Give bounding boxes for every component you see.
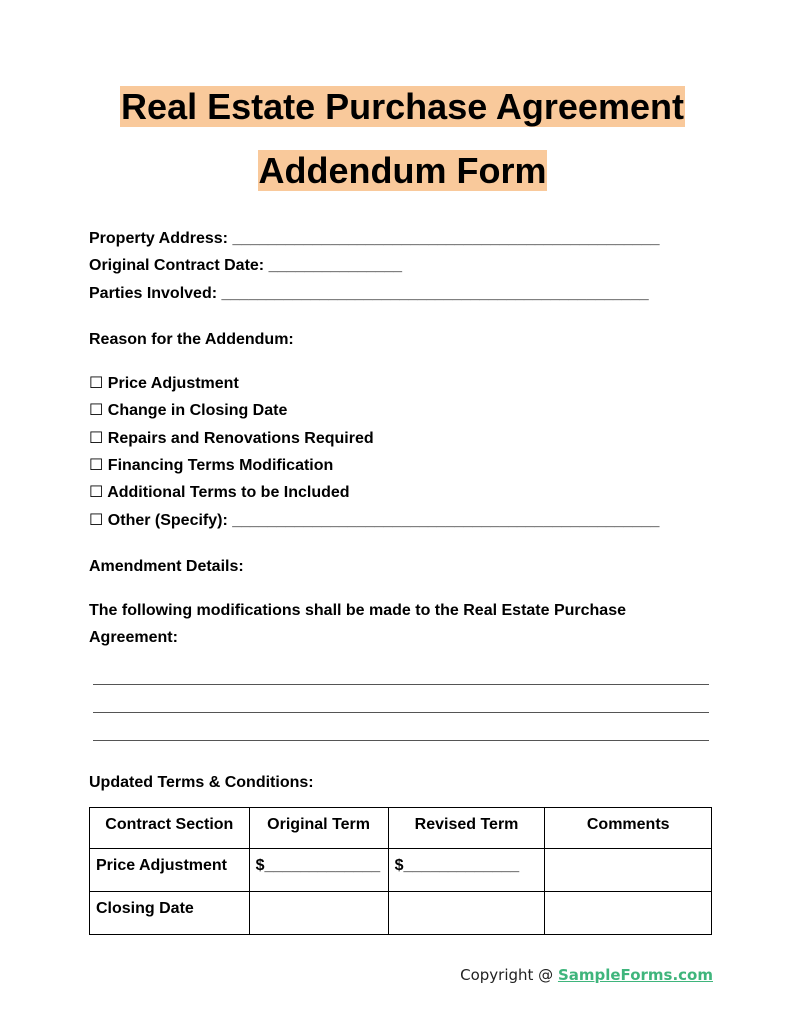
header-contract-section: Contract Section (90, 808, 250, 849)
reason-option-financing[interactable]: ☐ Financing Terms Modification (89, 457, 334, 474)
reason-option-other[interactable]: ☐ Other (Specify): ________________________________________________ (89, 512, 660, 529)
original-term-cell[interactable] (249, 892, 388, 935)
reason-heading: Reason for the Addendum: (89, 331, 294, 348)
original-contract-date-field[interactable]: Original Contract Date: _______________ (89, 257, 403, 274)
header-original-term: Original Term (249, 808, 388, 849)
table-row (90, 849, 712, 892)
header-revised-term: Revised Term (388, 808, 545, 849)
reason-option-repairs[interactable]: ☐ Repairs and Renovations Required (89, 430, 374, 447)
revised-term-cell[interactable] (388, 892, 545, 935)
sampleforms-link[interactable]: SampleForms.com (557, 966, 713, 984)
reason-option-price-adjustment[interactable]: ☐ Price Adjustment (89, 375, 239, 392)
page-title-line-2: Addendum Form (258, 150, 547, 191)
amendment-blank-line-3[interactable] (93, 740, 709, 741)
table-row (90, 892, 712, 935)
amendment-heading: Amendment Details: (89, 558, 244, 575)
table-header-row (90, 808, 712, 849)
amendment-blank-line-2[interactable] (93, 712, 709, 713)
property-address-field[interactable]: Property Address: ________________________________________________ (89, 230, 660, 247)
comments-cell[interactable] (545, 849, 712, 892)
amendment-blank-line-1[interactable] (93, 684, 709, 685)
amendment-text-line-1: The following modifications shall be made to the Real Estate Purchase (89, 602, 626, 619)
copyright-footer: Copyright @ SampleForms.com (460, 966, 713, 984)
parties-involved-field[interactable]: Parties Involved: ________________________________________________ (89, 285, 649, 302)
revised-term-cell[interactable]: $_____________ (388, 849, 545, 892)
terms-table (89, 807, 712, 935)
row-section-cell: Price Adjustment (90, 849, 250, 892)
reason-option-additional-terms[interactable]: ☐ Additional Terms to be Included (89, 484, 350, 501)
comments-cell[interactable] (545, 892, 712, 935)
reason-option-closing-date[interactable]: ☐ Change in Closing Date (89, 402, 288, 419)
page-title-line-1: Real Estate Purchase Agreement (121, 86, 684, 127)
header-comments: Comments (545, 808, 712, 849)
row-section-cell: Closing Date (90, 892, 250, 935)
original-term-cell[interactable]: $_____________ (249, 849, 388, 892)
terms-heading: Updated Terms & Conditions: (89, 774, 314, 791)
amendment-text-line-2: Agreement: (89, 629, 178, 646)
